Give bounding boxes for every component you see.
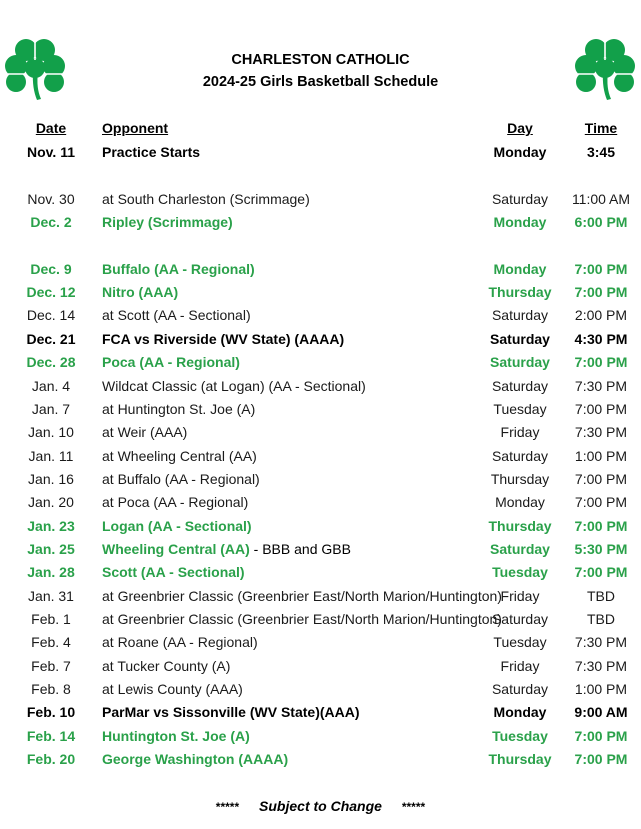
game-date: Jan. 28 — [27, 564, 75, 581]
game-day: Monday — [493, 214, 547, 231]
game-day: Friday — [500, 587, 540, 604]
game-day: Saturday — [490, 330, 550, 347]
game-day: Thursday — [488, 284, 552, 301]
game-date: Jan. 23 — [27, 517, 75, 534]
column-header-date: Date — [35, 120, 67, 136]
game-time: TBD — [587, 587, 615, 604]
game-opponent-name: Ripley (Scrimmage) — [102, 214, 233, 231]
game-day: Saturday — [490, 354, 550, 371]
game-time: 7:00 PM — [574, 564, 628, 581]
game-time: 1:00 PM — [574, 681, 628, 698]
game-day: Tuesday — [492, 564, 548, 581]
game-time: 5:30 PM — [574, 540, 628, 557]
game-time: 7:30 PM — [574, 657, 628, 674]
game-opponent — [102, 702, 360, 722]
schedule-row — [0, 702, 641, 725]
schedule-row — [0, 446, 641, 469]
game-date: Feb. 7 — [31, 657, 71, 674]
game-opponent — [102, 632, 258, 652]
game-day: Saturday — [491, 377, 549, 394]
game-opponent-name: Buffalo (AA - Regional) — [102, 260, 255, 277]
game-date: Feb. 1 — [31, 611, 71, 627]
game-time: TBD — [587, 611, 615, 627]
game-date: Jan. 20 — [28, 494, 74, 511]
game-day: Monday — [495, 494, 545, 511]
game-opponent-name: Huntington St. Joe (A) — [102, 727, 250, 744]
schedule-row — [0, 352, 641, 375]
game-opponent — [102, 586, 502, 606]
game-opponent-name: George Washington (AAAA) — [102, 751, 289, 768]
game-time: 7:00 PM — [574, 260, 628, 277]
game-day: Saturday — [491, 307, 549, 324]
game-day: Thursday — [488, 751, 552, 768]
game-opponent-name: at Huntington St. Joe (A) — [102, 400, 256, 417]
game-opponent-name: at Buffalo (AA - Regional) — [102, 470, 260, 487]
game-opponent — [102, 516, 252, 536]
game-time: 1:00 PM — [574, 447, 628, 464]
game-day: Tuesday — [492, 727, 548, 744]
game-time: 11:00 AM — [571, 190, 631, 207]
footer-note — [0, 796, 641, 817]
game-day: Tuesday — [493, 634, 547, 651]
game-opponent-name: at Roane (AA - Regional) — [102, 634, 258, 651]
schedule-row — [0, 492, 641, 515]
game-date: Jan. 4 — [31, 377, 71, 394]
game-opponent — [102, 446, 257, 466]
game-day: Friday — [500, 657, 540, 674]
schedule-row — [0, 212, 641, 235]
game-opponent-name: Scott (AA - Sectional) — [102, 564, 245, 581]
game-time: 7:00 PM — [574, 494, 628, 511]
schedule-row — [0, 305, 641, 328]
game-opponent — [102, 679, 243, 699]
schedule-row — [0, 632, 641, 655]
game-date: Jan. 31 — [28, 587, 74, 604]
game-time: 7:00 PM — [574, 284, 628, 301]
game-day: Saturday — [491, 681, 549, 698]
game-opponent — [102, 142, 200, 162]
schedule-row — [0, 749, 641, 772]
footer-stars-left: ***** — [215, 800, 240, 814]
game-opponent-name: at Tucker County (A) — [102, 657, 231, 674]
game-opponent — [102, 399, 255, 419]
game-opponent — [102, 539, 351, 559]
game-time: 9:00 AM — [574, 704, 628, 721]
game-opponent-name: at Scott (AA - Sectional) — [102, 307, 251, 324]
game-date: Dec. 28 — [26, 354, 76, 371]
schedule-row — [0, 329, 641, 352]
game-day: Saturday — [491, 611, 549, 627]
game-date: Feb. 10 — [26, 704, 76, 721]
schedule-row — [0, 516, 641, 539]
game-opponent-name: at Wheeling Central (AA) — [102, 447, 257, 464]
game-time: 7:30 PM — [574, 377, 628, 394]
game-opponent — [102, 376, 366, 396]
game-opponent — [102, 656, 230, 676]
school-name: CHARLESTON CATHOLIC — [231, 52, 410, 68]
game-time: 3:45 — [586, 144, 616, 160]
footer-stars-right: ***** — [401, 800, 426, 814]
schedule-row — [0, 259, 641, 282]
schedule-row — [0, 422, 641, 445]
game-opponent — [102, 305, 251, 325]
game-day: Monday — [493, 260, 547, 277]
game-opponent-name: Poca (AA - Regional) — [102, 354, 240, 371]
schedule-row — [0, 656, 641, 679]
page-title — [0, 49, 641, 93]
game-day: Saturday — [491, 447, 549, 464]
column-header-time: Time — [584, 120, 618, 136]
game-time: 7:00 PM — [574, 751, 628, 768]
game-date: Dec. 21 — [26, 330, 76, 347]
game-day: Monday — [493, 704, 547, 721]
game-opponent-name: Nitro (AAA) — [102, 284, 179, 301]
game-date: Dec. 9 — [30, 260, 72, 277]
game-opponent-name: Wheeling Central (AA) — [102, 540, 250, 557]
game-date: Feb. 8 — [31, 681, 71, 698]
schedule-row — [0, 562, 641, 585]
game-date: Jan. 16 — [28, 470, 74, 487]
schedule-row — [0, 726, 641, 749]
schedule-row — [0, 469, 641, 492]
schedule-row — [0, 282, 641, 305]
game-day: Thursday — [488, 517, 552, 534]
game-time: 4:30 PM — [574, 330, 628, 347]
game-date: Dec. 12 — [26, 284, 76, 301]
column-header-opponent: Opponent — [102, 120, 169, 136]
game-opponent-name: at Lewis County (AAA) — [102, 681, 243, 698]
game-time: 7:00 PM — [574, 400, 628, 417]
game-opponent — [102, 469, 260, 489]
game-time: 7:00 PM — [574, 470, 628, 487]
column-header-day: Day — [507, 120, 533, 136]
game-date: Jan. 25 — [27, 540, 75, 557]
game-opponent-name: at Poca (AA - Regional) — [102, 494, 249, 511]
game-day: Saturday — [491, 190, 549, 207]
game-date: Feb. 4 — [31, 634, 71, 651]
game-day: Saturday — [490, 540, 550, 557]
game-opponent — [102, 422, 187, 442]
game-opponent — [102, 329, 344, 349]
game-opponent — [102, 749, 288, 769]
schedule-row — [0, 189, 641, 212]
game-opponent — [102, 282, 178, 302]
game-date: Nov. 11 — [27, 144, 75, 160]
game-opponent-name: Wildcat Classic (at Logan) (AA - Sectional) — [102, 377, 366, 394]
game-date: Dec. 14 — [26, 307, 76, 324]
game-day: Thursday — [490, 470, 550, 487]
game-day: Monday — [493, 144, 547, 160]
game-time: 7:00 PM — [574, 727, 628, 744]
game-opponent — [102, 492, 248, 512]
game-day: Tuesday — [493, 400, 547, 417]
game-opponent-name: at South Charleston (Scrimmage) — [102, 190, 310, 207]
schedule-row — [0, 142, 641, 165]
game-opponent-name: Logan (AA - Sectional) — [102, 517, 252, 534]
game-time: 7:00 PM — [574, 517, 628, 534]
game-date: Jan. 10 — [28, 424, 74, 441]
game-opponent — [102, 189, 310, 209]
game-opponent-name: FCA vs Riverside (WV State) (AAAA) — [102, 330, 345, 347]
game-opponent-name: Practice Starts — [102, 144, 201, 160]
game-opponent-name: at Greenbrier Classic (Greenbrier East/North Marion/Huntington) — [102, 587, 502, 604]
schedule-row — [0, 586, 641, 609]
schedule-row — [0, 679, 641, 702]
schedule-subtitle: 2024-25 Girls Basketball Schedule — [202, 74, 439, 90]
game-time: 2:00 PM — [574, 307, 628, 324]
game-date: Feb. 14 — [26, 727, 76, 744]
game-opponent — [102, 212, 233, 232]
game-opponent-name: at Greenbrier Classic (Greenbrier East/North Marion/Huntington) — [102, 611, 502, 627]
schedule-row — [0, 539, 641, 562]
game-date: Dec. 2 — [30, 214, 72, 231]
game-date: Nov. 30 — [27, 190, 75, 207]
game-opponent — [102, 609, 502, 629]
game-opponent-name: at Weir (AAA) — [102, 424, 188, 441]
game-opponent-name: ParMar vs Sissonville (WV State)(AAA) — [102, 704, 360, 721]
game-date: Jan. 7 — [31, 400, 71, 417]
game-opponent — [102, 562, 245, 582]
game-opponent — [102, 259, 255, 279]
game-date: Jan. 11 — [28, 447, 74, 464]
game-time: 6:00 PM — [574, 214, 628, 231]
game-opponent-note: - BBB and GBB — [249, 540, 351, 557]
schedule-row — [0, 399, 641, 422]
game-opponent — [102, 726, 250, 746]
game-date: Feb. 20 — [26, 751, 76, 768]
game-time: 7:30 PM — [574, 634, 628, 651]
game-day: Friday — [500, 424, 540, 441]
game-time: 7:30 PM — [574, 424, 628, 441]
game-time: 7:00 PM — [574, 354, 628, 371]
game-opponent — [102, 352, 240, 372]
subject-to-change-note: Subject to Change — [259, 798, 382, 814]
schedule-row — [0, 376, 641, 399]
schedule-row — [0, 609, 641, 632]
